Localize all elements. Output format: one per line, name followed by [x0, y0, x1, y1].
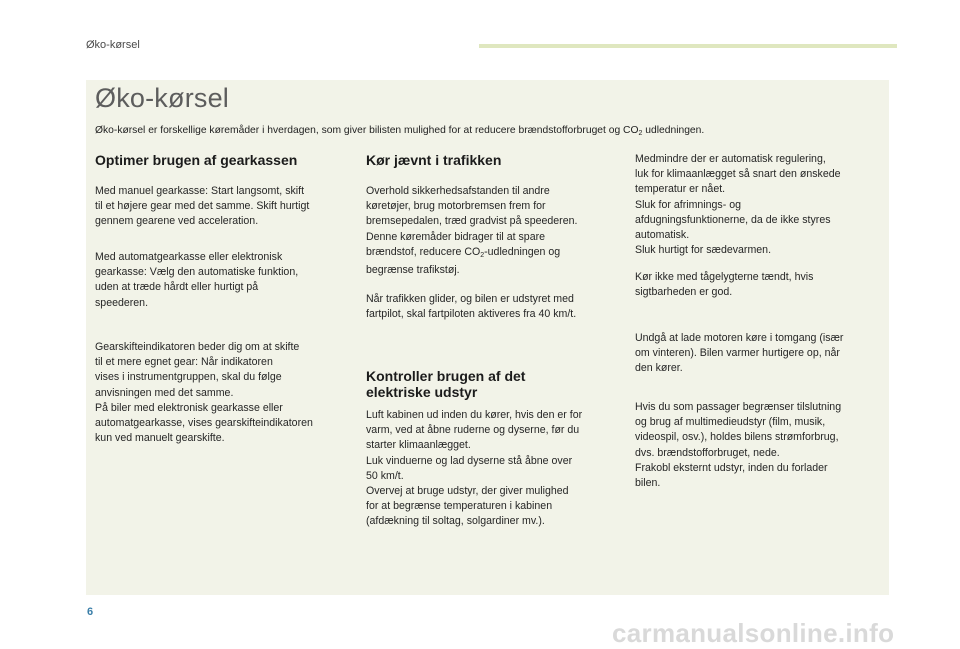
text-line: den kører. [635, 362, 683, 375]
text-line: Luk vinduerne og lad dyserne stå åbne over [366, 454, 573, 467]
text-line: Med manuel gearkasse: Start langsomt, skift [95, 185, 305, 197]
text-line-co2 [366, 245, 577, 263]
text-line: bremsepedalen, træd gradvist på speederen. [366, 215, 578, 228]
heading-gearbox: Optimer brugen af gearkassen [95, 152, 298, 168]
text-line: 50 km/t. [366, 469, 404, 482]
text-line: om vinteren). Bilen varmer hurtigere op, når [635, 347, 840, 360]
intro-text [95, 124, 704, 141]
text-line: (afdækning til soltag, solgardiner mv.). [366, 515, 545, 528]
heading-electrical-line: elektriske udstyr [366, 384, 478, 400]
text-line: kun ved manuelt gearskifte. [95, 432, 225, 445]
text-line: for at begrænse temperaturen i kabinen [366, 500, 553, 513]
text-line: automatgearkasse, vises gearskifteindikatoren [95, 417, 313, 430]
text-line: bilen. [635, 477, 661, 490]
intro-text-after: udledningen. [642, 125, 705, 136]
page-number: 6 [87, 606, 94, 618]
text-line: uden at træde hårdt eller hurtigt på [95, 281, 259, 294]
text-line: Gearskifteindikatoren beder dig om at skifte [95, 341, 300, 353]
foglights-paragraph [635, 270, 813, 300]
text-line: køretøjer, brug motorbremsen frem for [366, 200, 546, 213]
heading-traffic: Kør jævnt i trafikken [366, 152, 502, 168]
co2-subscript: 2 [480, 251, 485, 259]
text-line: begrænse trafikstøj. [366, 264, 460, 277]
text-line: automatisk. [635, 229, 690, 242]
electrical-paragraph [366, 408, 582, 530]
text-line: til et højere gear med det samme. Skift hurtigt [95, 200, 310, 213]
text-line: Sluk hurtigt for sædevarmen. [635, 244, 772, 257]
text-line: Frakobl eksternt udstyr, inden du forlader [635, 461, 828, 474]
header-rule [479, 44, 897, 48]
watermark: carmanualsonline.info [612, 618, 895, 648]
section-electrical [366, 368, 525, 400]
page-title: Øko-kørsel [95, 83, 230, 113]
text-line: videospil, osv.), holdes bilens strømforbrug, [635, 431, 839, 444]
text-line: gearkasse: Vælg den automatiske funktion, [95, 266, 299, 279]
multimedia-paragraph [635, 400, 841, 491]
text-line: Overhold sikkerhedsafstanden til andre [366, 185, 550, 197]
text-line: til et mere egnet gear: Når indikatoren [95, 356, 273, 369]
text-line: Kør ikke med tågelygterne tændt, hvis [635, 271, 814, 283]
text-line: Medmindre der er automatisk regulering, [635, 153, 826, 165]
text-line: varm, ved at åbne ruderne og dyserne, før du [366, 424, 580, 437]
text-line: gennem gearene ved acceleration. [95, 215, 259, 228]
co2-text-after: -udledningen og [484, 245, 561, 258]
idling-paragraph [635, 331, 843, 377]
section-traffic [366, 152, 501, 168]
text-line: dvs. brændstofforbruget, nede. [635, 446, 780, 459]
text-line: Hvis du som passager begrænser tilslutning [635, 401, 842, 413]
gearbox-paragraph-2 [95, 250, 298, 311]
intro-text-before: Øko-kørsel er forskellige køremåder i hverdagen, som giver bilisten mulighed for at reducere brændstofforbruget og CO [95, 125, 639, 136]
text-line: sigtbarheden er god. [635, 286, 733, 299]
text-line: Når trafikken glider, og bilen er udstyret med [366, 293, 574, 305]
co2-text-before: brændstof, reducere CO [366, 245, 481, 258]
text-line: På biler med elektronisk gearkasse eller [95, 401, 283, 414]
section-label: Øko-kørsel [86, 39, 140, 51]
gearbox-paragraph-3 [95, 340, 313, 446]
traffic-paragraph-1 [366, 184, 577, 278]
text-line: vises i instrumentgruppen, skal du følge [95, 371, 282, 384]
text-line: starter klimaanlægget. [366, 439, 471, 452]
text-line: speederen. [95, 296, 149, 309]
text-line: Overvej at bruge udstyr, der giver mulighed [366, 485, 569, 498]
text-line: Sluk for afrimnings- og [635, 198, 741, 211]
text-line: temperatur er nået. [635, 183, 726, 196]
text-line: og brug af multimedieudstyr (film, musik, [635, 416, 826, 429]
text-line: anvisningen med det samme. [95, 386, 234, 399]
text-line: fartpilot, skal fartpiloten aktiveres fra 40 km/t. [366, 308, 577, 321]
gearbox-paragraph-1 [95, 184, 309, 230]
text-line: luk for klimaanlægget så snart den ønskede [635, 168, 841, 181]
section-gearbox [95, 152, 297, 168]
text-line: afdugningsfunktionerne, da de ikke styres [635, 213, 831, 226]
text-line: Denne køremåder bidrager til at spare [366, 230, 546, 243]
climate-paragraph [635, 152, 841, 258]
text-line: Luft kabinen ud inden du kører, hvis den er for [366, 409, 583, 421]
intro-co2-subscript: 2 [638, 130, 643, 137]
traffic-paragraph-2 [366, 292, 576, 322]
heading-electrical-line: Kontroller brugen af det [366, 368, 526, 384]
text-line: Med automatgearkasse eller elektronisk [95, 251, 283, 263]
text-line: Undgå at lade motoren køre i tomgang (især [635, 332, 844, 344]
